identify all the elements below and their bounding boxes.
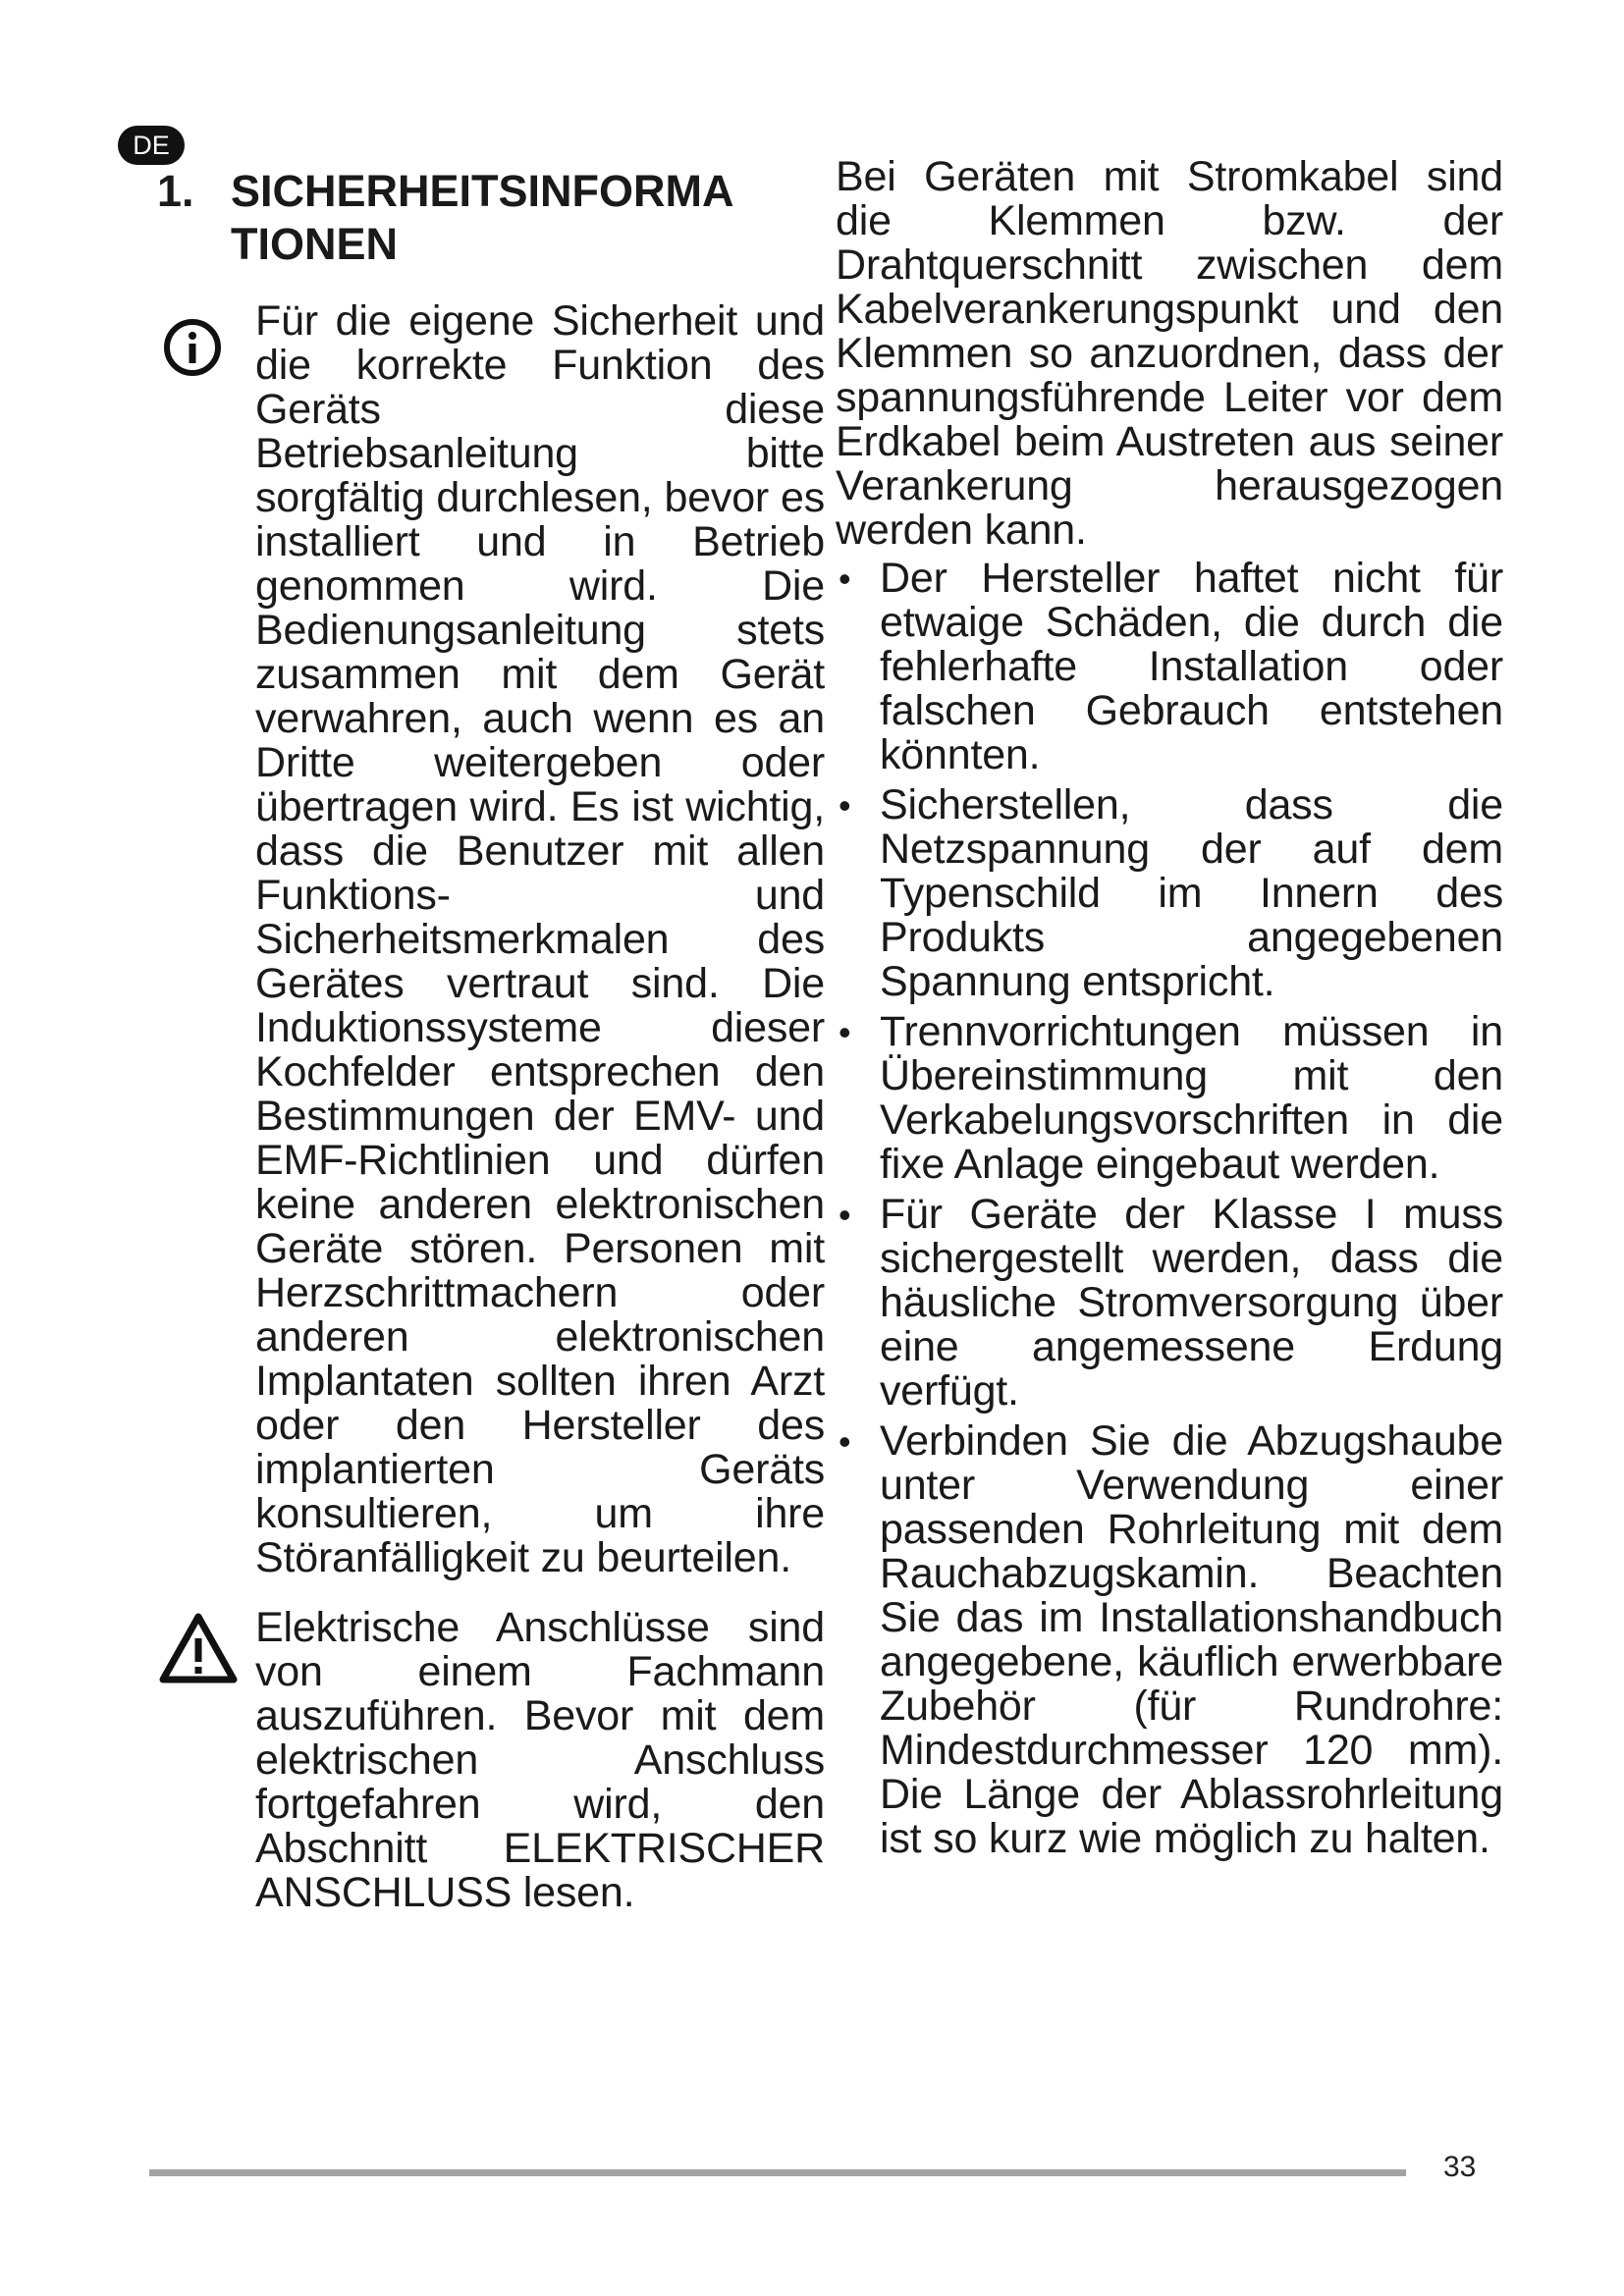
info-circle-icon	[162, 317, 223, 383]
bullet-symbol: •	[839, 785, 851, 826]
page-number: 33	[1443, 2151, 1477, 2183]
list-item	[836, 1010, 1503, 1187]
warning-notice	[157, 1606, 825, 1915]
right-column	[836, 155, 1503, 1867]
bullet-text: Sicherstellen, dass die Netzspannung der auf dem Typenschild im Innern des Produkts angegebenen Spannung entspricht.	[880, 781, 1503, 1005]
safety-bullet-list	[836, 557, 1503, 1861]
warning-triangle-icon	[157, 1611, 240, 1690]
language-badge: DE	[118, 126, 185, 165]
list-item	[836, 783, 1503, 1004]
info-notice	[157, 299, 825, 1580]
warning-text: Elektrische Anschlüsse sind von einem Fachmann auszuführen. Bevor mit dem elektrischen Anschluss fortgefahren wird, den Abschnitt ELEKTRISCHER ANSCHLUSS lesen.	[255, 1604, 825, 1916]
cable-intro-text: Bei Geräten mit Stromkabel sind die Klemmen bzw. der Drahtquerschnitt zwischen dem Kabelverankerungspunkt und den Klemmen so anzuordnen, dass der spannungsführende Leiter vor dem Erdkabel beim Austreten aus seiner Verankerung herausgezogen werden kann.	[836, 153, 1503, 554]
bullet-text: Für Geräte der Klasse I muss sichergestellt werden, dass die häusliche Stromversorgung über eine angemessene Erdung verfügt.	[880, 1191, 1503, 1415]
section-heading	[157, 165, 825, 271]
section-title-line2: TIONEN	[231, 219, 399, 269]
list-item	[836, 557, 1503, 777]
list-item	[836, 1419, 1503, 1861]
section-title-line1: SICHERHEITSINFORMA	[231, 166, 734, 216]
bullet-text: Der Hersteller haftet nicht für etwaige Schäden, die durch die fehlerhafte Installation oder falschen Gebrauch entstehen könnten.	[880, 555, 1503, 778]
bullet-symbol: •	[839, 1195, 851, 1235]
bullet-text: Verbinden Sie die Abzugshaube unter Verwendung einer passenden Rohrleitung mit dem Rauchabzugskamin. Beachten Sie das im Installationshandbuch angegebene, käuflich erwerbbare Zubehör (für Rundrohre: Mindestdurchmesser 120 mm). Die Länge der Ablassrohrleitung ist so kurz wie möglich zu halten.	[880, 1417, 1503, 1862]
footer-divider	[149, 2169, 1406, 2176]
info-text: Für die eigene Sicherheit und die korrekte Funktion des Geräts diese Betriebsanleitung bitte sorgfältig durchlesen, bevor es installiert und in Betrieb genommen wird. Die Bedienungsanleitung stets zusammen mit dem Gerät verwahren, auch wenn es an Dritte weitergeben oder übertragen wird. Es ist wichtig, dass die Benutzer mit allen Funktions- und Sicherheitsmerkmalen des Gerätes vertraut sind. Die Induktionssysteme dieser Kochfelder entsprechen den Bestimmungen der EMV- und EMF-Richtlinien und dürfen keine anderen elektronischen Geräte stören. Personen mit Herzschrittmachern oder anderen elektronischen Implantaten sollten ihren Arzt oder den Hersteller des implantierten Geräts konsultieren, um ihre Störanfälligkeit zu beurteilen.	[255, 297, 825, 1581]
bullet-symbol: •	[839, 559, 851, 599]
bullet-text: Trennvorrichtungen müssen in Übereinstimmung mit den Verkabelungsvorschriften in die fixe Anlage eingebaut werden.	[880, 1008, 1503, 1188]
bullet-symbol: •	[839, 1421, 851, 1462]
left-column	[157, 299, 825, 1915]
section-number: 1.	[157, 166, 194, 216]
bullet-symbol: •	[839, 1012, 851, 1052]
list-item	[836, 1193, 1503, 1414]
